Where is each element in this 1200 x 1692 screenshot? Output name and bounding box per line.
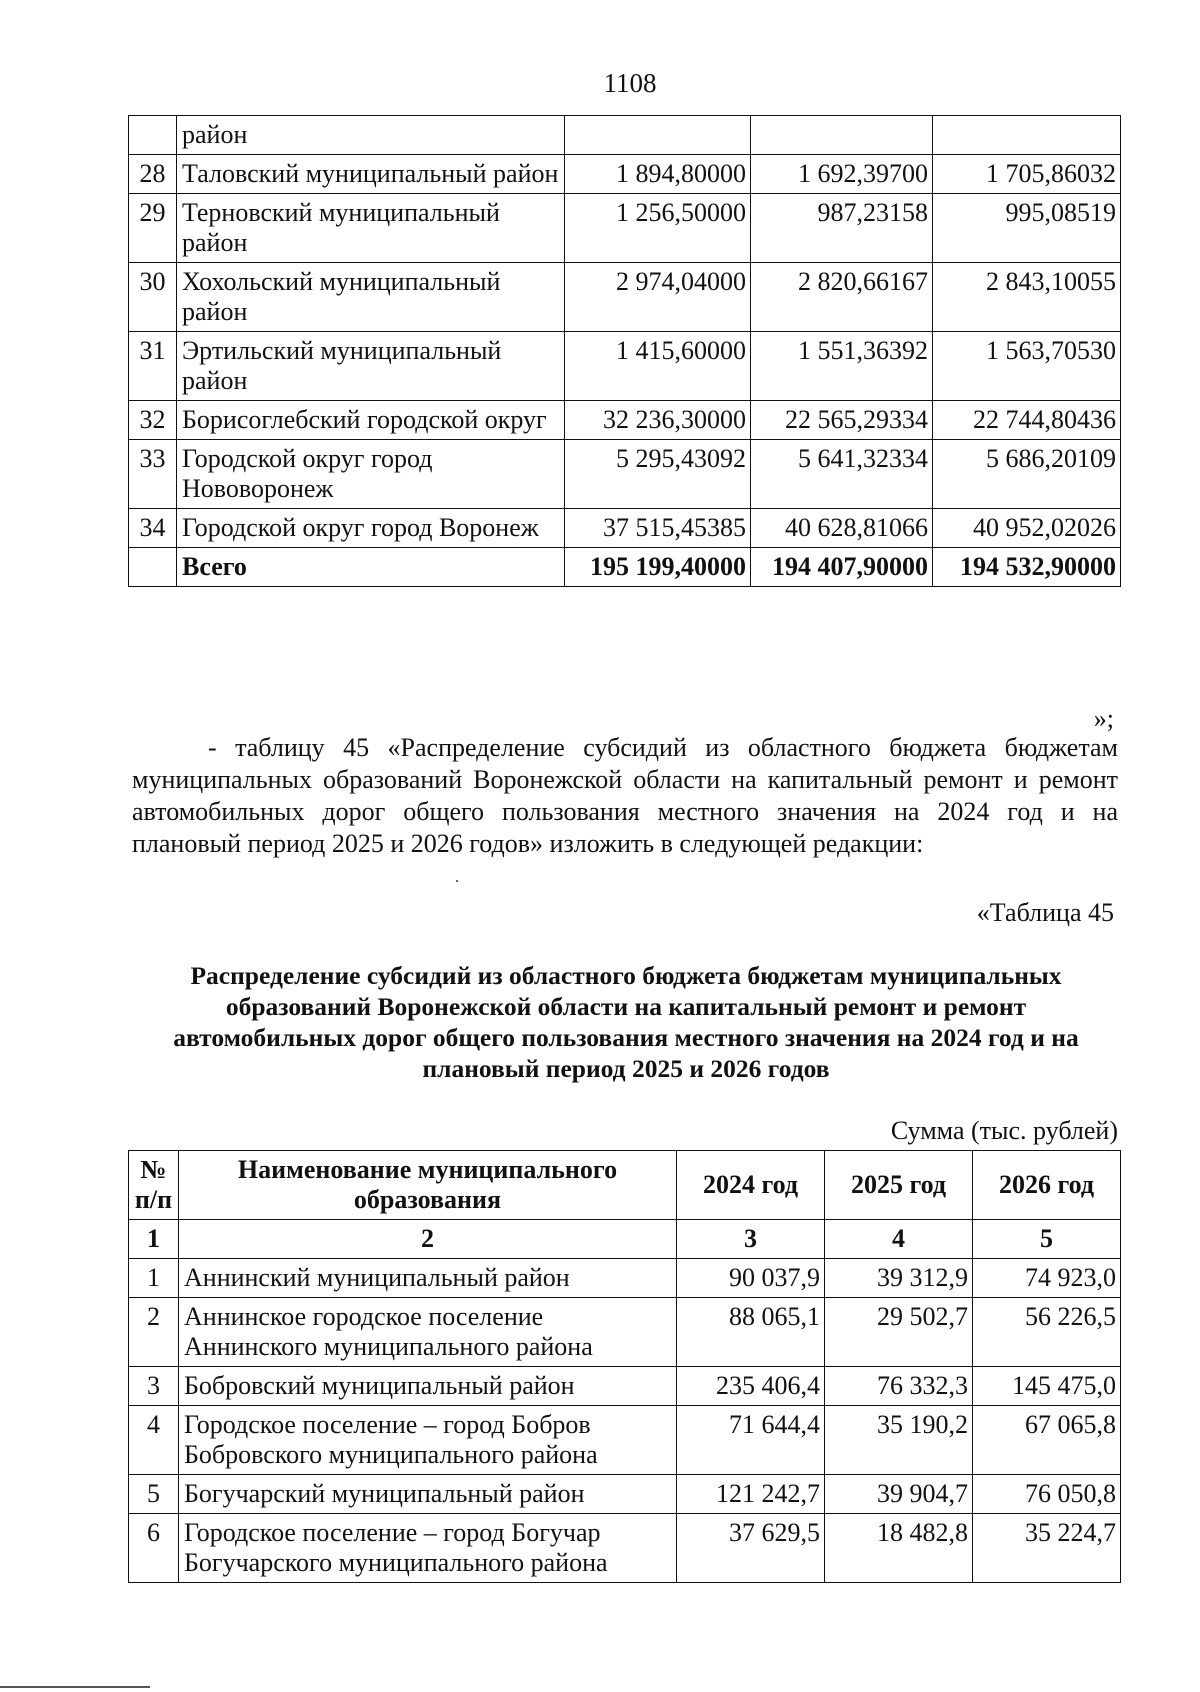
row-name: Эртильский муниципальный район	[177, 332, 565, 401]
value-2025: 40 628,81066	[751, 509, 933, 548]
value-2026: 145 475,0	[973, 1367, 1121, 1406]
value-2026: 1 705,86032	[933, 155, 1121, 194]
total-2024: 195 199,40000	[565, 548, 751, 587]
column-number: 4	[825, 1220, 973, 1259]
value-2026: 22 744,80436	[933, 401, 1121, 440]
table-row	[129, 1514, 1121, 1583]
value-2024: 121 242,7	[677, 1475, 825, 1514]
table-row	[129, 509, 1121, 548]
value-2025: 5 641,32334	[751, 440, 933, 509]
value-2025: 35 190,2	[825, 1406, 973, 1475]
row-number: 31	[129, 332, 177, 401]
value-2024: 235 406,4	[677, 1367, 825, 1406]
value-2025: 39 312,9	[825, 1259, 973, 1298]
row-name: Городской округ город Воронеж	[177, 509, 565, 548]
value-2024: 37 515,45385	[565, 509, 751, 548]
row-name: Аннинский муниципальный район	[179, 1259, 677, 1298]
table-row	[129, 1259, 1121, 1298]
table-row	[129, 1367, 1121, 1406]
row-number: 34	[129, 509, 177, 548]
row-number: 1	[129, 1259, 179, 1298]
table-row	[129, 155, 1121, 194]
header-row	[129, 1151, 1121, 1220]
value-2026: 35 224,7	[973, 1514, 1121, 1583]
header-2026: 2026 год	[973, 1151, 1121, 1220]
value-2025: 1 692,39700	[751, 155, 933, 194]
row-name: Таловский муниципальный район	[177, 155, 565, 194]
scan-speck	[456, 880, 458, 882]
table-row	[129, 1298, 1121, 1367]
row-name: Городское поселение – город Богучар Богучарского муниципального района	[179, 1514, 677, 1583]
value-2024: 71 644,4	[677, 1406, 825, 1475]
value-2024: 5 295,43092	[565, 440, 751, 509]
value-2026: 5 686,20109	[933, 440, 1121, 509]
total-2026: 194 532,90000	[933, 548, 1121, 587]
row-name: Терновский муниципальный район	[177, 194, 565, 263]
row-number: 29	[129, 194, 177, 263]
value-2025: 987,23158	[751, 194, 933, 263]
table-row	[129, 401, 1121, 440]
row-number: 2	[129, 1298, 179, 1367]
header-2024: 2024 год	[677, 1151, 825, 1220]
header-name: Наименование муниципального образования	[179, 1151, 677, 1220]
value-2025: 39 904,7	[825, 1475, 973, 1514]
column-number: 3	[677, 1220, 825, 1259]
value-2024: 88 065,1	[677, 1298, 825, 1367]
table-row	[129, 194, 1121, 263]
header-no: № п/п	[129, 1151, 179, 1220]
value-2024: 32 236,30000	[565, 401, 751, 440]
value-2026: 995,08519	[933, 194, 1121, 263]
row-name: Богучарский муниципальный район	[179, 1475, 677, 1514]
value-2026: 1 563,70530	[933, 332, 1121, 401]
table-title: Распределение субсидий из областного бюджета бюджетам муниципальных образований Воронежской области на капитальный ремонт и ремонт автомобильных дорог общего пользования местного значения на 2024 год и на плановый период 2025 и 2026 годов	[173, 961, 1079, 1083]
footer-rule	[0, 1686, 150, 1688]
amendment-paragraph: - таблицу 45 «Распределение субсидий из областного бюджета бюджетам муниципальных образований Воронежской области на капитальный ремонт и ремонт автомобильных дорог общего пользования местного значения на 2024 год и на плановый период 2025 и 2026 годов» изложить в следующей редакции:	[132, 733, 1118, 858]
value-2026: 67 065,8	[973, 1406, 1121, 1475]
value-2026: 74 923,0	[973, 1259, 1121, 1298]
header-2025: 2025 год	[825, 1151, 973, 1220]
row-number: 6	[129, 1514, 179, 1583]
page-number: 1108	[603, 68, 657, 98]
value-2025: 76 332,3	[825, 1367, 973, 1406]
closing-quote: »;	[1093, 704, 1114, 733]
row-number: 30	[129, 263, 177, 332]
table-row	[129, 116, 1121, 155]
row-name: Хохольский муниципальный район	[177, 263, 565, 332]
row-number: 32	[129, 401, 177, 440]
value-2026: 56 226,5	[973, 1298, 1121, 1367]
table-row	[129, 1406, 1121, 1475]
column-number: 5	[973, 1220, 1121, 1259]
value-2024: 37 629,5	[677, 1514, 825, 1583]
table-label: «Таблица 45	[976, 898, 1114, 927]
column-numbers-row	[129, 1220, 1121, 1259]
row-name: Аннинское городское поселение Аннинского муниципального района	[179, 1298, 677, 1367]
row-number: 28	[129, 155, 177, 194]
table-row	[129, 440, 1121, 509]
column-number: 2	[179, 1220, 677, 1259]
subsidy-table	[128, 1150, 1121, 1583]
previous-table-continuation	[128, 115, 1121, 587]
value-2024: 1 415,60000	[565, 332, 751, 401]
row-number: 3	[129, 1367, 179, 1406]
value-2026: 40 952,02026	[933, 509, 1121, 548]
value-2026: 76 050,8	[973, 1475, 1121, 1514]
value-2025: 18 482,8	[825, 1514, 973, 1583]
row-name: район	[177, 116, 565, 155]
value-2024: 2 974,04000	[565, 263, 751, 332]
table-row	[129, 263, 1121, 332]
row-number: 4	[129, 1406, 179, 1475]
value-2025: 29 502,7	[825, 1298, 973, 1367]
value-2025: 1 551,36392	[751, 332, 933, 401]
value-2025: 22 565,29334	[751, 401, 933, 440]
value-2026: 2 843,10055	[933, 263, 1121, 332]
total-2025: 194 407,90000	[751, 548, 933, 587]
row-number: 5	[129, 1475, 179, 1514]
row-name: Городской округ город Нововоронеж	[177, 440, 565, 509]
row-name: Бобровский муниципальный район	[179, 1367, 677, 1406]
column-number: 1	[129, 1220, 179, 1259]
value-2024: 1 894,80000	[565, 155, 751, 194]
total-label: Всего	[177, 548, 565, 587]
table-row	[129, 332, 1121, 401]
units-note: Сумма (тыс. рублей)	[890, 1116, 1118, 1145]
row-name: Борисоглебский городской округ	[177, 401, 565, 440]
value-2024: 1 256,50000	[565, 194, 751, 263]
value-2025: 2 820,66167	[751, 263, 933, 332]
total-row	[129, 548, 1121, 587]
row-name: Городское поселение – город Бобров Бобровского муниципального района	[179, 1406, 677, 1475]
table-row	[129, 1475, 1121, 1514]
row-number: 33	[129, 440, 177, 509]
value-2024: 90 037,9	[677, 1259, 825, 1298]
